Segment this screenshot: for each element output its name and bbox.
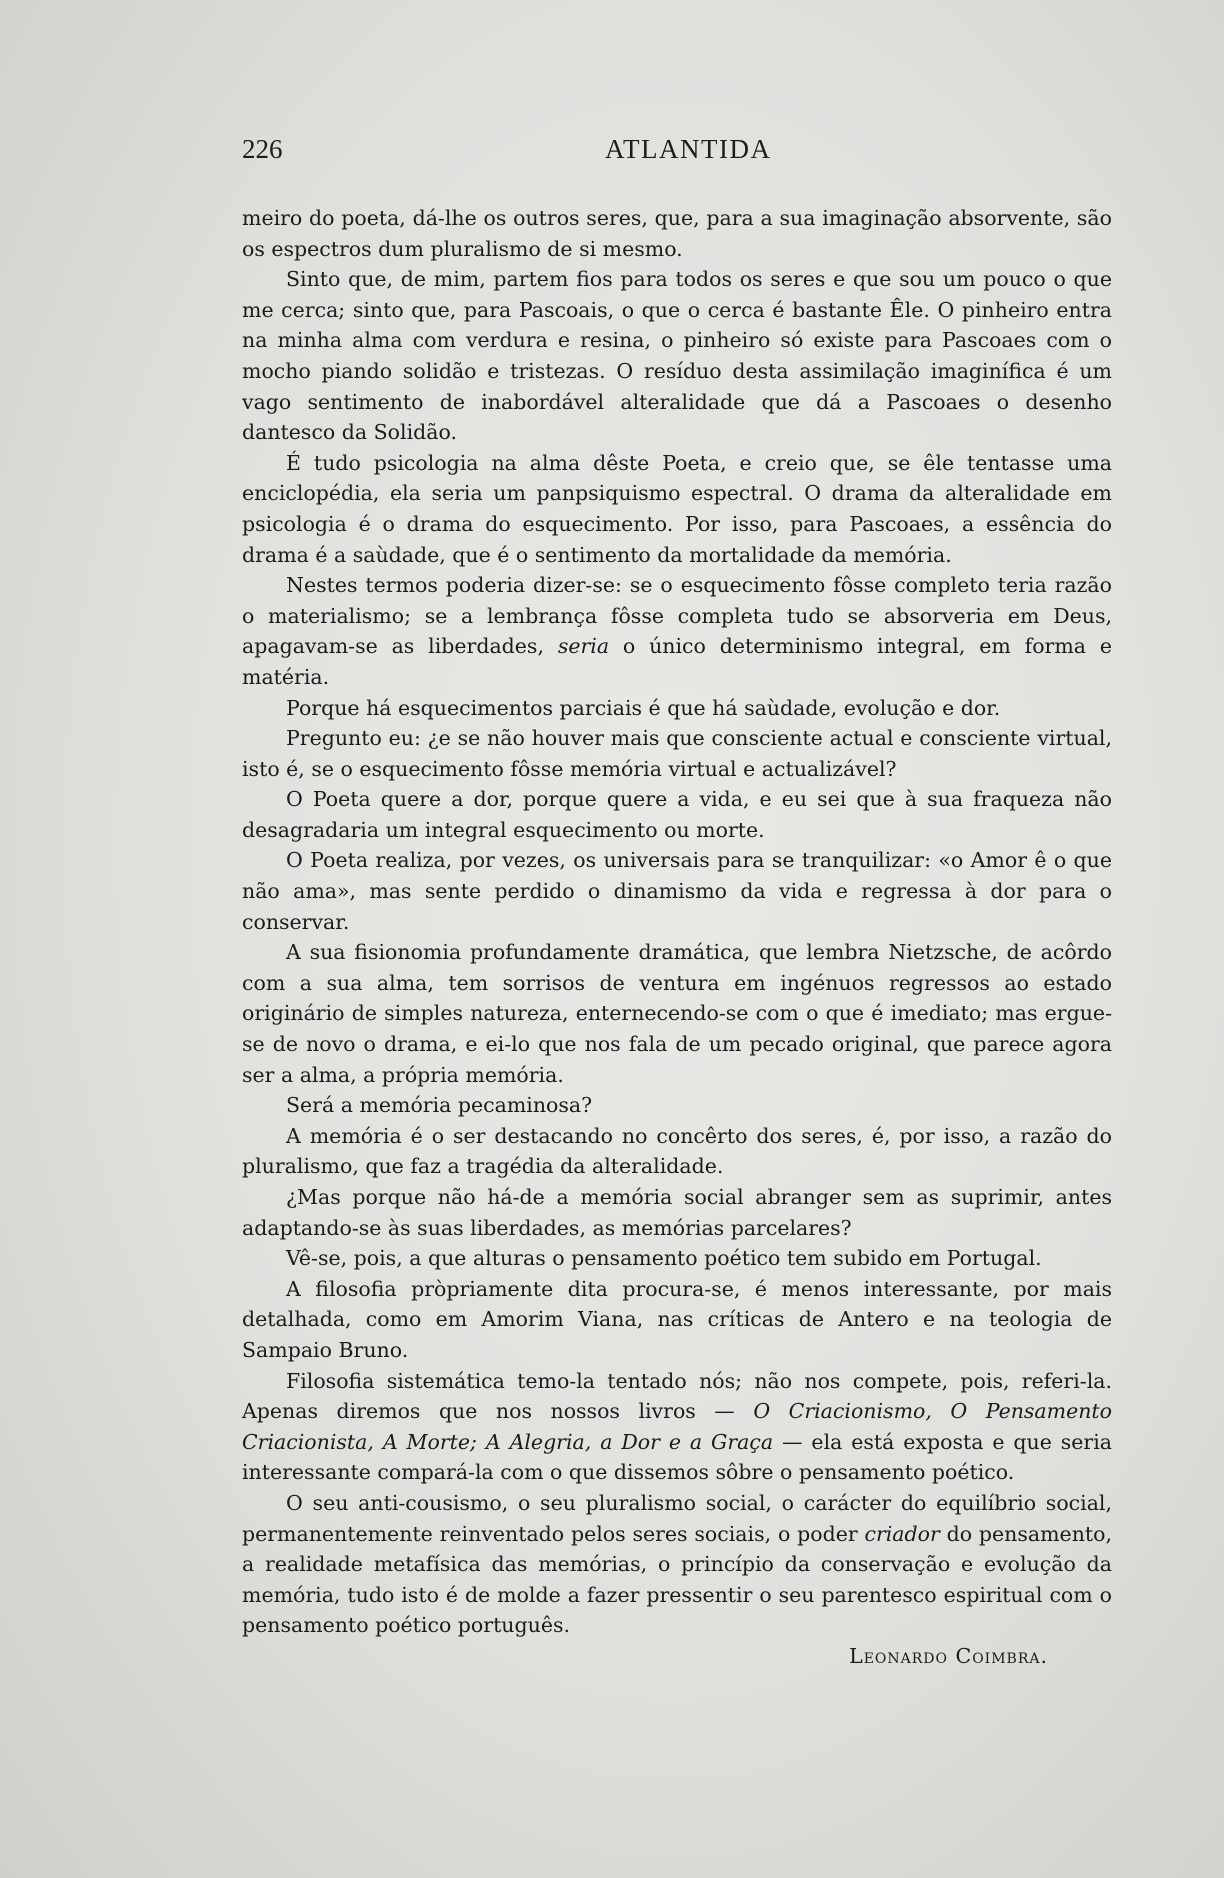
page-number: 226 xyxy=(242,134,283,164)
paragraph: Sinto que, de mim, partem fios para todos os seres e que sou um pouco o que me cerca; sinto que, para Pascoais, o que o cerca é bastante Êle. O pinheiro entra na minha alma com verdura e resina, o pinheiro só existe para Pascoaes com o mocho piando solidão e tristezas. O resíduo desta assimilação imaginífica é um vago sentimento de inabordável alteralidade que dá a Pascoaes o desenho dantesco da Solidão. xyxy=(242,267,1112,445)
paragraph: O Poeta realiza, por vezes, os universais para se tranquilizar: «o Amor ê o que não ama», mas sente perdido o dinamismo da vida e regressa à dor para o conservar. xyxy=(242,848,1112,934)
paragraph: meiro do poeta, dá-lhe os outros seres, que, para a sua imaginação absorvente, são os espectros dum pluralismo de si mesmo. xyxy=(242,206,1112,261)
italic-text: O Criacionismo, O Pensamento Criacionista, A Morte; A Alegria, a Dor e a Graça xyxy=(242,1399,1112,1454)
paragraph: Porque há esquecimentos parciais é que há saùdade, evolução e dor. xyxy=(286,695,1001,720)
text-run: Filosofia sistemática temo-la tentado nós; não nos compete, pois, referi-la. Apenas diremos que nos nossos livros — xyxy=(242,1368,1112,1424)
paragraph: O Poeta quere a dor, porque quere a vida, e eu sei que à sua fraqueza não desagradaria um integral esquecimento ou morte. xyxy=(242,787,1112,842)
paragraph: Vê-se, pois, a que alturas o pensamento poético tem subido em Portugal. xyxy=(286,1246,1042,1271)
text-run: O seu anti-cousismo, o seu pluralismo social, o carácter do equilíbrio social, permanentemente reinventado pelos seres sociais, o poder xyxy=(242,1490,1112,1546)
paragraph: A sua fisionomia profundamente dramática, que lembra Nietzsche, de acôrdo com a sua alma, tem sorrisos de ventura em ingénuos regressos ao estado originário de simples natureza, enternecendo-se com o que é imediato; mas ergue-se de novo o drama, e ei-lo que nos fala de um pecado original, que parece agora ser a alma, a própria memória. xyxy=(242,940,1112,1087)
text-run: — ela está exposta e que seria interessante compará-la com o que dissemos sôbre o pensamento poético. xyxy=(242,1429,1112,1485)
paragraph xyxy=(242,1488,1112,1641)
paragraph: Pregunto eu: ¿e se não houver mais que consciente actual e consciente virtual, isto é, se o esquecimento fôsse memória virtual e actualizável? xyxy=(242,726,1112,781)
author-signature: Leonardo Coimbra. xyxy=(849,1643,1048,1668)
italic-text: seria xyxy=(557,634,610,659)
paragraph xyxy=(242,1366,1112,1488)
italic-text: criador xyxy=(864,1521,940,1546)
paragraph: A filosofia pròpriamente dita procura-se, é menos interessante, por mais detalhada, como em Amorim Viana, nas críticas de Antero e na teologia de Sampaio Bruno. xyxy=(242,1276,1112,1362)
text-run: o único determinismo integral, em forma e matéria. xyxy=(242,634,1112,689)
text-run: do pensamento, a realidade metafísica das memórias, o princípio da conservação e evolução da memória, tudo isto é de molde a fazer pressentir o seu parentesco espiritual com o pensamento poético português. xyxy=(242,1521,1112,1638)
body-text xyxy=(242,203,1112,1672)
paragraph: É tudo psicologia na alma dêste Poeta, e creio que, se êle tentasse uma enciclopédia, ela seria um panpsiquismo espectral. O drama da alteralidade em psicologia é o drama do esquecimento. Por isso, para Pascoaes, a essência do drama é a saùdade, que é o sentimento da mortalidade da memória. xyxy=(242,450,1112,567)
paragraph: ¿Mas porque não há-de a memória social abranger sem as suprimir, antes adaptando-se às suas liberdades, as memórias parcelares? xyxy=(242,1185,1112,1240)
paragraph: Será a memória pecaminosa? xyxy=(286,1093,593,1118)
text-run: Nestes termos poderia dizer-se: se o esquecimento fôsse completo teria razão o materialismo; se a lembrança fôsse completa tudo se absorveria em Deus, apagavam-se as liberdades, xyxy=(242,573,1112,659)
running-head: ATLANTIDA xyxy=(605,134,772,164)
paragraph xyxy=(242,570,1112,692)
paragraph: A memória é o ser destacando no concêrto dos seres, é, por isso, a razão do pluralismo, que faz a tragédia da alteralidade. xyxy=(242,1123,1112,1179)
